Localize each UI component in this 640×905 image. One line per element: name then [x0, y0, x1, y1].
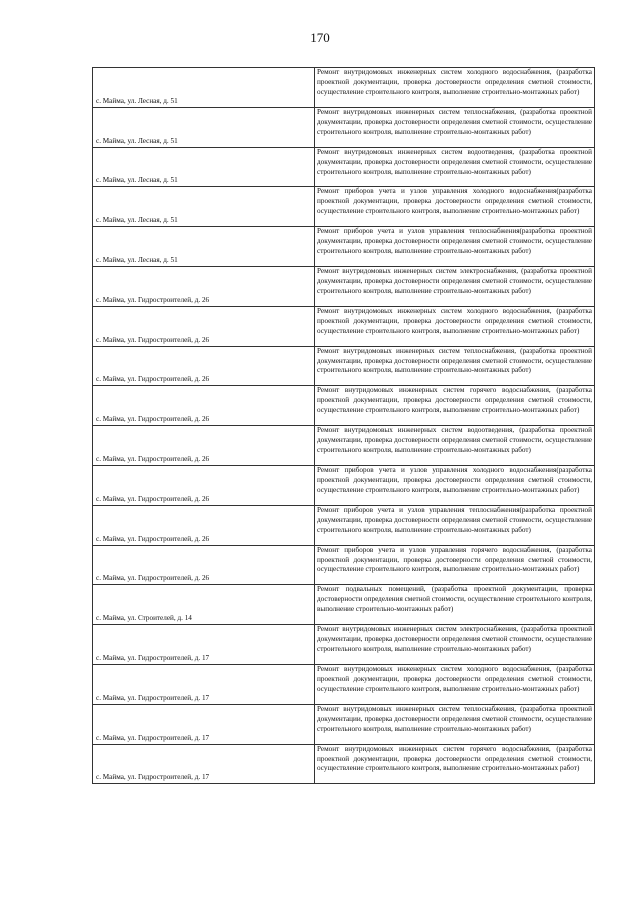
work-description-cell: Ремонт внутридомовых инженерных систем холодного водоснабжения, (разработка проектной документации, проверка достоверности определения сметной стоимости, осуществление строительного контроля, выполнение строительно-монтажных работ) [315, 306, 595, 346]
work-description-cell: Ремонт внутридомовых инженерных систем водоотведения, (разработка проектной документации, проверка достоверности определения сметной стоимости, осуществление строительного контроля, выполнение строительно-монтажных работ) [315, 426, 595, 466]
address-cell: с. Майма, ул. Лесная, д. 51 [93, 107, 315, 147]
address-cell: с. Майма, ул. Гидростроителей, д. 26 [93, 266, 315, 306]
table-row [93, 147, 595, 187]
work-description-cell: Ремонт подвальных помещений, (разработка проектной документации, проверка достоверности определения сметной стоимости, осуществление строительного контроля, выполнение строительно-монтажных работ) [315, 585, 595, 625]
table-row [93, 68, 595, 108]
work-description-cell: Ремонт приборов учета и узлов управления холодного водоснабжения(разработка проектной документации, проверка достоверности определения сметной стоимости, осуществление строительного контроля, выполнение строительно-монтажных работ) [315, 187, 595, 227]
address-cell: с. Майма, ул. Гидростроителей, д. 26 [93, 545, 315, 585]
work-description-cell: Ремонт внутридомовых инженерных систем теплоснабжения, (разработка проектной документации, проверка достоверности определения сметной стоимости, осуществление строительного контроля, выполнение строительно-монтажных работ) [315, 346, 595, 386]
work-description-cell: Ремонт приборов учета и узлов управления горячего водоснабжения, (разработка проектной документации, проверка достоверности определения сметной стоимости, осуществление строительного контроля, выполнение строительно-монтажных работ) [315, 545, 595, 585]
table-row [93, 266, 595, 306]
table-row [93, 545, 595, 585]
work-description-cell: Ремонт внутридомовых инженерных систем холодного водоснабжения, (разработка проектной документации, проверка достоверности определения сметной стоимости, осуществление строительного контроля, выполнение строительно-монтажных работ) [315, 664, 595, 704]
work-description-cell: Ремонт внутридомовых инженерных систем теплоснабжения, (разработка проектной документации, проверка достоверности определения сметной стоимости, осуществление строительного контроля, выполнение строительно-монтажных работ) [315, 107, 595, 147]
address-cell: с. Майма, ул. Гидростроителей, д. 26 [93, 306, 315, 346]
table-row [93, 465, 595, 505]
table-row [93, 346, 595, 386]
address-cell: с. Майма, ул. Гидростроителей, д. 26 [93, 346, 315, 386]
work-description-cell: Ремонт внутридомовых инженерных систем водоотведения, (разработка проектной документации, проверка достоверности определения сметной стоимости, осуществление строительного контроля, выполнение строительно-монтажных работ) [315, 147, 595, 187]
address-cell: с. Майма, ул. Гидростроителей, д. 17 [93, 704, 315, 744]
work-description-cell: Ремонт внутридомовых инженерных систем горячего водоснабжения, (разработка проектной документации, проверка достоверности определения сметной стоимости, осуществление строительного контроля, выполнение строительно-монтажных работ) [315, 744, 595, 784]
work-description-cell: Ремонт приборов учета и узлов управления теплоснабжения(разработка проектной документации, проверка достоверности определения сметной стоимости, осуществление строительного контроля, выполнение строительно-монтажных работ) [315, 505, 595, 545]
table-row [93, 704, 595, 744]
table-row [93, 625, 595, 665]
work-description-cell: Ремонт внутридомовых инженерных систем холодного водоснабжения, (разработка проектной документации, проверка достоверности определения сметной стоимости, осуществление строительного контроля, выполнение строительно-монтажных работ) [315, 68, 595, 108]
address-cell: с. Майма, ул. Лесная, д. 51 [93, 187, 315, 227]
address-cell: с. Майма, ул. Лесная, д. 51 [93, 227, 315, 267]
work-description-cell: Ремонт приборов учета и узлов управления теплоснабжения(разработка проектной документации, проверка достоверности определения сметной стоимости, осуществление строительного контроля, выполнение строительно-монтажных работ) [315, 227, 595, 267]
table-row [93, 227, 595, 267]
address-cell: с. Майма, ул. Строителей, д. 14 [93, 585, 315, 625]
table-row [93, 426, 595, 466]
address-cell: с. Майма, ул. Лесная, д. 51 [93, 147, 315, 187]
table-row [93, 585, 595, 625]
table-row [93, 744, 595, 784]
address-cell: с. Майма, ул. Гидростроителей, д. 26 [93, 426, 315, 466]
work-description-cell: Ремонт приборов учета и узлов управления холодного водоснабжения(разработка проектной документации, проверка достоверности определения сметной стоимости, осуществление строительного контроля, выполнение строительно-монтажных работ) [315, 465, 595, 505]
work-description-cell: Ремонт внутридомовых инженерных систем электроснабжения, (разработка проектной документации, проверка достоверности определения сметной стоимости, осуществление строительного контроля, выполнение строительно-монтажных работ) [315, 266, 595, 306]
address-cell: с. Майма, ул. Гидростроителей, д. 26 [93, 465, 315, 505]
table-row [93, 107, 595, 147]
table-row [93, 664, 595, 704]
address-cell: с. Майма, ул. Гидростроителей, д. 26 [93, 505, 315, 545]
address-cell: с. Майма, ул. Гидростроителей, д. 17 [93, 664, 315, 704]
address-cell: с. Майма, ул. Лесная, д. 51 [93, 68, 315, 108]
table-row [93, 306, 595, 346]
work-description-cell: Ремонт внутридомовых инженерных систем электроснабжения, (разработка проектной документации, проверка достоверности определения сметной стоимости, осуществление строительного контроля, выполнение строительно-монтажных работ) [315, 625, 595, 665]
work-description-cell: Ремонт внутридомовых инженерных систем горячего водоснабжения, (разработка проектной документации, проверка достоверности определения сметной стоимости, осуществление строительного контроля, выполнение строительно-монтажных работ) [315, 386, 595, 426]
page-number: 170 [310, 30, 330, 45]
address-cell: с. Майма, ул. Гидростроителей, д. 17 [93, 625, 315, 665]
table-row [93, 505, 595, 545]
table-row [93, 386, 595, 426]
address-cell: с. Майма, ул. Гидростроителей, д. 26 [93, 386, 315, 426]
work-description-cell: Ремонт внутридомовых инженерных систем теплоснабжения, (разработка проектной документации, проверка достоверности определения сметной стоимости, осуществление строительного контроля, выполнение строительно-монтажных работ) [315, 704, 595, 744]
works-table [92, 67, 595, 784]
address-cell: с. Майма, ул. Гидростроителей, д. 17 [93, 744, 315, 784]
table-row [93, 187, 595, 227]
